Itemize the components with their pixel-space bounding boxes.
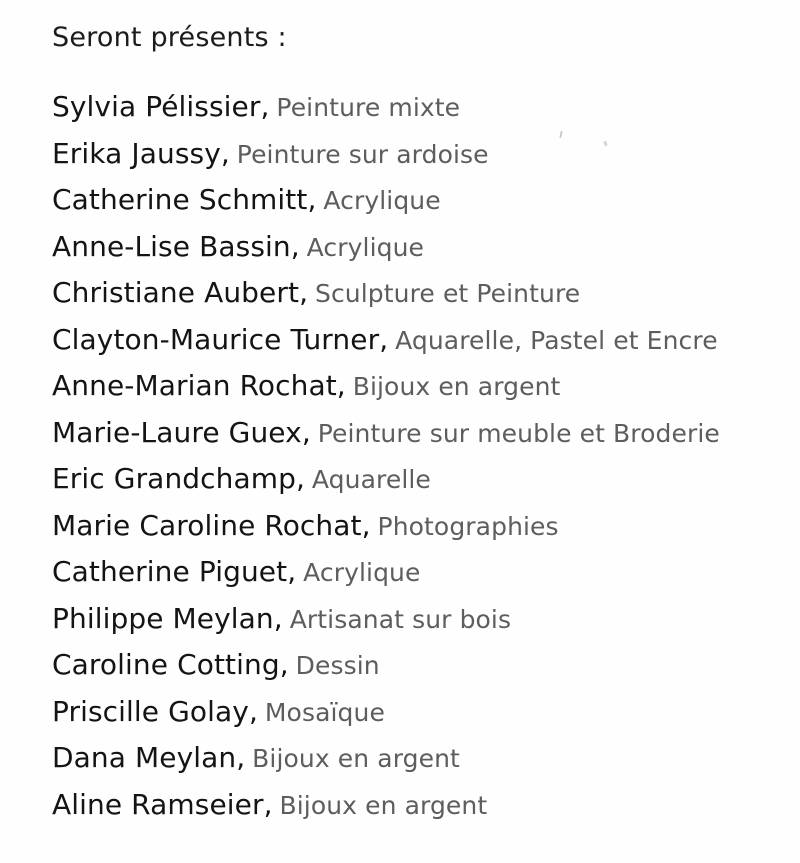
- participant-role: Aquarelle: [311, 465, 431, 494]
- participant-name: Anne-Lise Bassin: [52, 229, 291, 263]
- list-item: [52, 549, 772, 596]
- name-role-separator: ,: [379, 322, 389, 356]
- participant-role: Dessin: [295, 651, 380, 680]
- list-item: [52, 84, 772, 131]
- list-item: [52, 317, 772, 364]
- name-role-separator: ,: [301, 415, 311, 449]
- name-role-separator: ,: [287, 555, 297, 588]
- list-item: [52, 735, 772, 782]
- list-item: [52, 270, 772, 317]
- name-role-separator: ,: [336, 369, 346, 402]
- participant-role: Bijoux en argent: [252, 744, 460, 773]
- participant-role: Peinture sur meuble et Broderie: [317, 418, 720, 448]
- list-item: [52, 689, 772, 736]
- participant-role: Bijoux en argent: [352, 372, 561, 401]
- name-role-separator: ,: [263, 787, 273, 821]
- list-item: [52, 503, 772, 550]
- participant-name: Aline Ramseier: [52, 787, 264, 821]
- participant-role: Aquarelle, Pastel et Encre: [395, 325, 718, 355]
- participant-role: Bijoux en argent: [279, 790, 488, 820]
- page-title: Seront présents :: [52, 22, 287, 53]
- participant-name: Catherine Piguet: [52, 555, 288, 588]
- participant-name: Christiane Aubert: [52, 276, 300, 309]
- participant-name: Anne-Marian Rochat: [52, 369, 337, 402]
- name-role-separator: ,: [290, 229, 300, 263]
- participant-name: Eric Grandchamp: [52, 462, 297, 495]
- participant-role: Artisanat sur bois: [289, 604, 512, 634]
- list-item: [52, 177, 772, 224]
- participants-list: [52, 84, 772, 828]
- participant-name: Sylvia Pélissier: [52, 90, 261, 123]
- participant-name: Marie Caroline Rochat: [52, 508, 362, 542]
- participant-name: Catherine Schmitt: [52, 183, 308, 216]
- name-role-separator: ,: [361, 508, 371, 542]
- name-role-separator: ,: [260, 90, 270, 123]
- list-item: [52, 224, 772, 271]
- participant-name: Priscille Golay: [52, 694, 249, 728]
- name-role-separator: ,: [273, 601, 283, 635]
- participant-role: Photographies: [377, 511, 559, 541]
- name-role-separator: ,: [236, 741, 246, 774]
- list-item: [52, 456, 772, 503]
- participant-role: Mosaïque: [264, 697, 385, 727]
- participant-name: Dana Meylan: [52, 741, 237, 774]
- list-item: [52, 363, 772, 410]
- participant-name: Erika Jaussy: [52, 136, 221, 170]
- name-role-separator: ,: [296, 462, 305, 495]
- participant-role: Peinture sur ardoise: [236, 139, 489, 169]
- participant-name: Clayton-Maurice Turner: [52, 322, 380, 356]
- participant-name: Marie-Laure Guex: [52, 415, 302, 449]
- name-role-separator: ,: [279, 648, 289, 681]
- list-item: [52, 782, 772, 829]
- participant-role: Acrylique: [303, 558, 421, 587]
- name-role-separator: ,: [299, 276, 308, 309]
- name-role-separator: ,: [307, 183, 317, 216]
- list-item: [52, 131, 772, 178]
- list-item: [52, 410, 772, 457]
- participant-role: Peinture mixte: [276, 93, 461, 122]
- name-role-separator: ,: [220, 136, 230, 170]
- list-item: [52, 642, 772, 689]
- participant-role: Acrylique: [323, 186, 441, 215]
- participant-name: Philippe Meylan: [52, 601, 274, 635]
- list-item: [52, 596, 772, 643]
- name-role-separator: ,: [248, 694, 258, 728]
- participant-name: Caroline Cotting: [52, 648, 280, 681]
- participant-role: Acrylique: [306, 232, 425, 262]
- participant-role: Sculpture et Peinture: [314, 279, 581, 308]
